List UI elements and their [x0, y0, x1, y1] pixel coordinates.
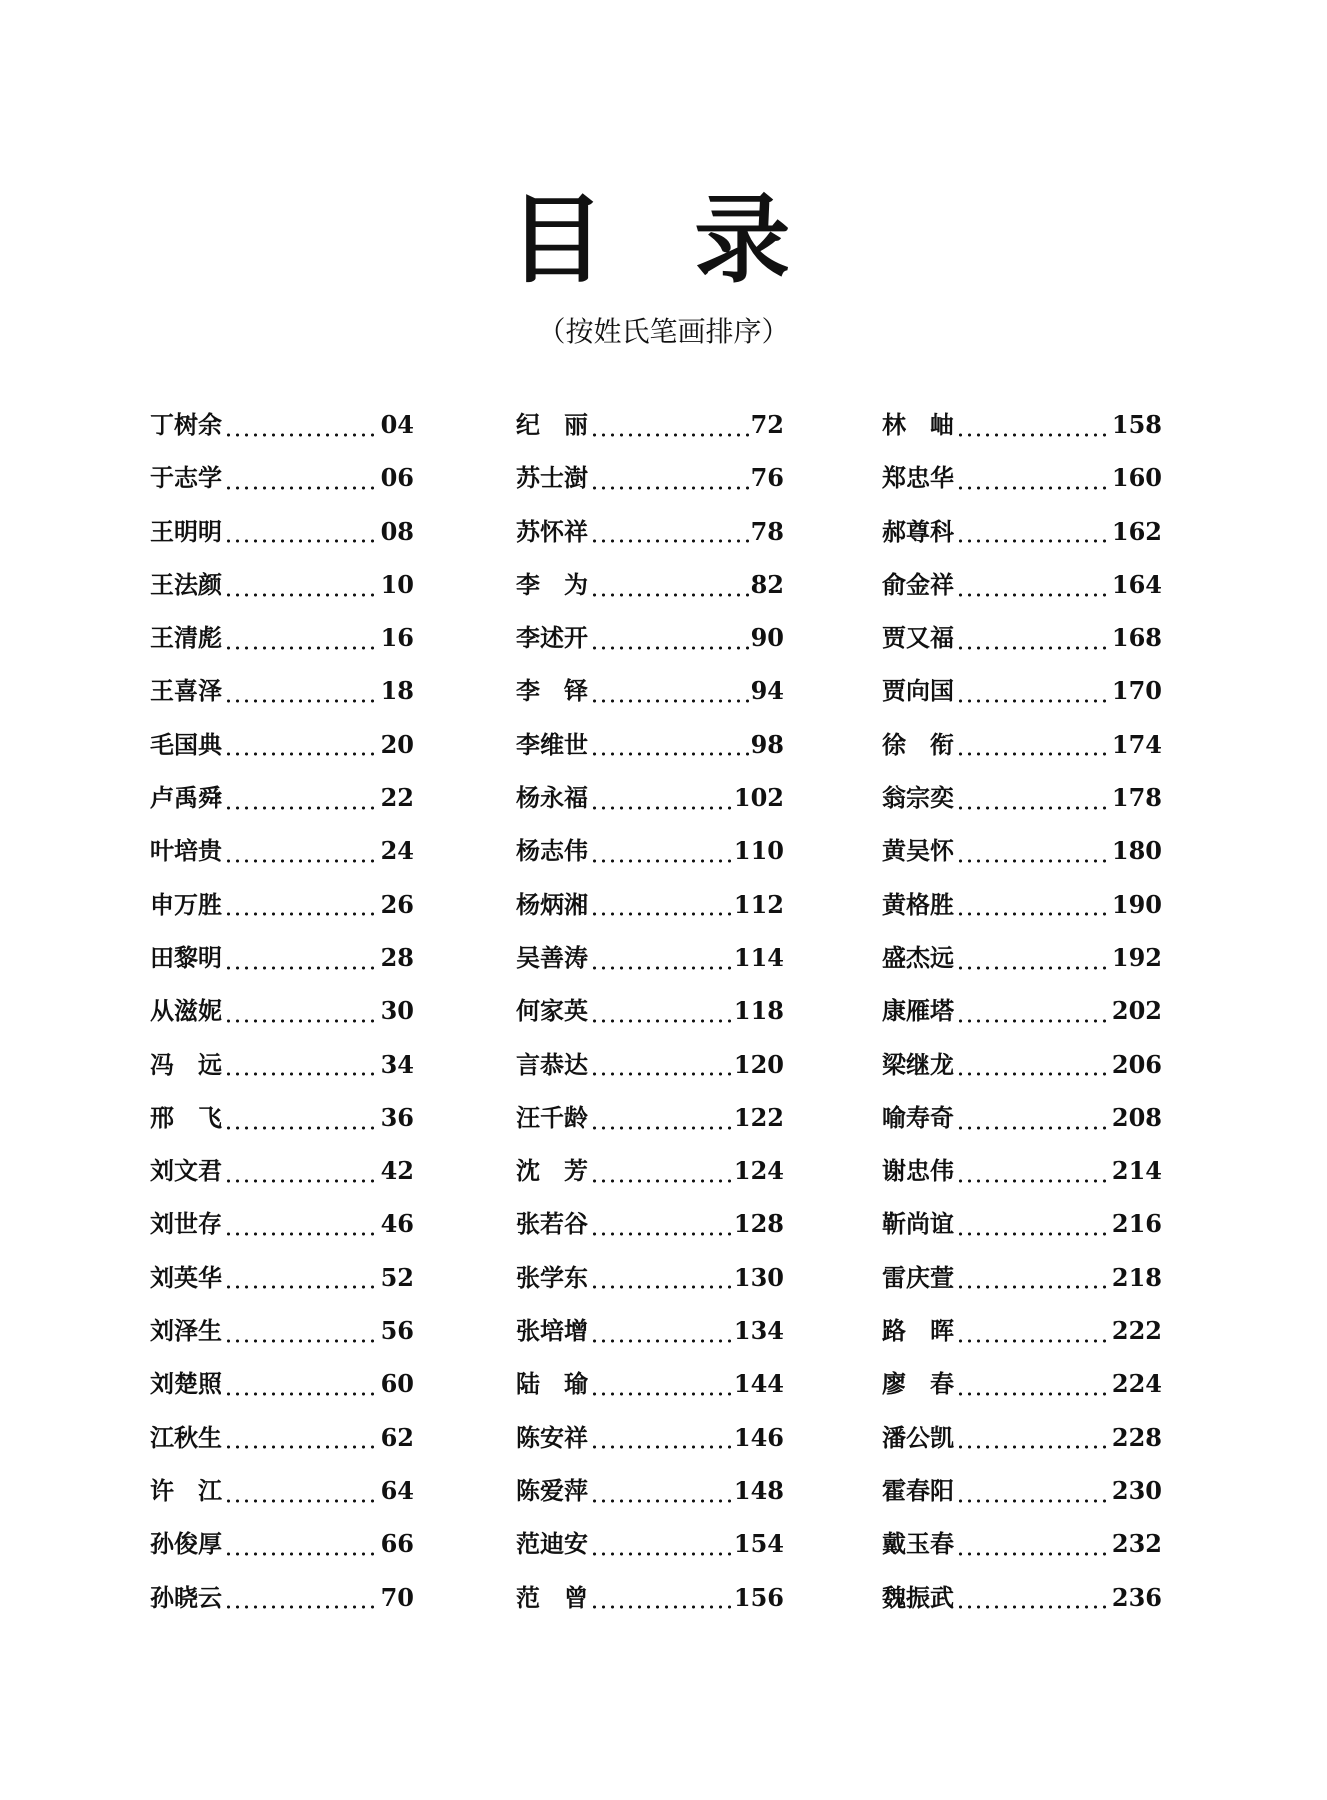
- entry-name: 梁继龙: [882, 1049, 954, 1079]
- entry-name: 郝尊科: [882, 516, 954, 546]
- entry-name: 冯 远: [150, 1049, 222, 1079]
- dot-leader: [590, 593, 749, 597]
- entry-name: 卢禹舜: [150, 783, 222, 813]
- entry-page-number: 24: [380, 836, 414, 866]
- entry-name: 路 晖: [882, 1316, 954, 1346]
- entry-page-number: 34: [380, 1049, 414, 1079]
- toc-entry: [882, 1045, 1162, 1098]
- dot-leader: [224, 1499, 379, 1503]
- entry-name: 沈 芳: [516, 1156, 588, 1186]
- entry-name: 林 岫: [882, 410, 954, 439]
- entry-page-number: 162: [1111, 516, 1162, 546]
- toc-entry: [150, 938, 414, 991]
- toc-entry: [150, 1311, 414, 1364]
- dot-leader: [224, 1552, 379, 1556]
- dot-leader: [956, 752, 1110, 756]
- dot-leader: [224, 646, 379, 650]
- entry-name: 王清彪: [150, 623, 222, 653]
- dot-leader: [590, 433, 749, 437]
- entry-name: 杨炳湘: [516, 889, 588, 919]
- toc-entry: [882, 512, 1162, 565]
- toc-entry: [882, 671, 1162, 724]
- dot-leader: [590, 1605, 732, 1609]
- entry-page-number: 102: [733, 783, 784, 813]
- entry-name: 邢 飞: [150, 1102, 222, 1132]
- dot-leader: [590, 539, 749, 543]
- toc-entry: [150, 1364, 414, 1417]
- toc-entry: [150, 1258, 414, 1311]
- entry-name: 申万胜: [150, 889, 222, 919]
- entry-name: 苏怀祥: [516, 516, 588, 546]
- toc-entry: [150, 1204, 414, 1257]
- entry-name: 李 铎: [516, 676, 588, 706]
- dot-leader: [224, 752, 379, 756]
- entry-page-number: 230: [1111, 1475, 1162, 1505]
- entry-page-number: 144: [733, 1369, 784, 1399]
- toc-entry: [516, 458, 784, 511]
- entry-name: 刘泽生: [150, 1316, 222, 1346]
- toc-entry: [882, 1204, 1162, 1257]
- dot-leader: [956, 1232, 1110, 1236]
- toc-entry: [516, 778, 784, 831]
- dot-leader: [224, 539, 379, 543]
- toc-entry: [882, 1524, 1162, 1577]
- entry-page-number: 08: [380, 516, 414, 546]
- toc-entry: [882, 1098, 1162, 1151]
- entry-page-number: 134: [733, 1316, 784, 1346]
- toc-entry: [150, 1578, 414, 1631]
- dot-leader: [956, 433, 1110, 437]
- dot-leader: [590, 486, 749, 490]
- entry-name: 杨永福: [516, 783, 588, 813]
- entry-page-number: 06: [380, 463, 414, 493]
- entry-page-number: 170: [1111, 676, 1162, 706]
- entry-name: 潘公凯: [882, 1422, 954, 1452]
- toc-entry: [150, 885, 414, 938]
- entry-name: 苏士澍: [516, 463, 588, 493]
- entry-page-number: 46: [380, 1209, 414, 1239]
- dot-leader: [224, 1392, 379, 1396]
- entry-page-number: 16: [380, 623, 414, 653]
- entry-name: 翁宗奕: [882, 783, 954, 813]
- entry-page-number: 26: [380, 889, 414, 919]
- toc-entry: [150, 1418, 414, 1471]
- entry-page-number: 110: [733, 836, 784, 866]
- dot-leader: [224, 1072, 379, 1076]
- dot-leader: [224, 1126, 379, 1130]
- entry-name: 刘世存: [150, 1209, 222, 1239]
- toc-entry: [516, 885, 784, 938]
- entry-name: 俞金祥: [882, 569, 954, 599]
- toc-entry: [516, 1258, 784, 1311]
- entry-name: 张学东: [516, 1262, 588, 1292]
- entry-page-number: 98: [750, 729, 784, 759]
- entry-name: 张培增: [516, 1316, 588, 1346]
- dot-leader: [956, 486, 1110, 490]
- toc-entry: [882, 1258, 1162, 1311]
- dot-leader: [224, 1232, 379, 1236]
- dot-leader: [590, 912, 732, 916]
- dot-leader: [224, 1285, 379, 1289]
- entry-page-number: 130: [733, 1262, 784, 1292]
- entry-name: 田黎明: [150, 942, 222, 972]
- entry-name: 喻寿奇: [882, 1102, 954, 1132]
- dot-leader: [956, 1072, 1110, 1076]
- entry-name: 谢忠伟: [882, 1156, 954, 1186]
- entry-page-number: 224: [1111, 1369, 1162, 1399]
- entry-page-number: 154: [733, 1529, 784, 1559]
- entry-page-number: 222: [1111, 1316, 1162, 1346]
- dot-leader: [956, 1445, 1110, 1449]
- toc-entry: [516, 618, 784, 671]
- entry-page-number: 22: [380, 783, 414, 813]
- entry-page-number: 214: [1111, 1156, 1162, 1186]
- entry-page-number: 228: [1111, 1422, 1162, 1452]
- toc-entry: [516, 1311, 784, 1364]
- toc-entry: [516, 565, 784, 618]
- entry-name: 刘楚照: [150, 1369, 222, 1399]
- entry-page-number: 156: [733, 1582, 784, 1612]
- dot-leader: [224, 1179, 379, 1183]
- entry-page-number: 52: [380, 1262, 414, 1292]
- toc-entry: [516, 991, 784, 1044]
- toc-entry: [150, 1045, 414, 1098]
- entry-page-number: 192: [1111, 942, 1162, 972]
- toc-entry: [516, 938, 784, 991]
- dot-leader: [224, 433, 379, 437]
- toc-column-3: [882, 405, 1162, 1631]
- entry-name: 陈爱萍: [516, 1475, 588, 1505]
- entry-name: 刘文君: [150, 1156, 222, 1186]
- dot-leader: [590, 1126, 732, 1130]
- dot-leader: [590, 806, 732, 810]
- toc-entry: [882, 405, 1162, 458]
- toc-entry: [150, 991, 414, 1044]
- entry-name: 吴善涛: [516, 942, 588, 972]
- entry-page-number: 178: [1111, 783, 1162, 813]
- toc-entry: [516, 1471, 784, 1524]
- entry-page-number: 168: [1111, 623, 1162, 653]
- toc-entry: [882, 1311, 1162, 1364]
- toc-entry: [516, 1578, 784, 1631]
- toc-entry: [516, 512, 784, 565]
- dot-leader: [956, 1499, 1110, 1503]
- entry-name: 贾向国: [882, 676, 954, 706]
- entry-page-number: 64: [380, 1475, 414, 1505]
- entry-name: 于志学: [150, 463, 222, 493]
- dot-leader: [590, 1072, 732, 1076]
- toc-entry: [882, 565, 1162, 618]
- entry-page-number: 20: [380, 729, 414, 759]
- entry-page-number: 60: [380, 1369, 414, 1399]
- toc-entry: [516, 1045, 784, 1098]
- entry-page-number: 158: [1111, 410, 1162, 439]
- entry-name: 汪千龄: [516, 1102, 588, 1132]
- entry-page-number: 148: [733, 1475, 784, 1505]
- toc-entry: [516, 831, 784, 884]
- dot-leader: [956, 539, 1110, 543]
- toc-entry: [882, 885, 1162, 938]
- entry-page-number: 174: [1111, 729, 1162, 759]
- toc-entry: [882, 1578, 1162, 1631]
- entry-name: 李 为: [516, 569, 588, 599]
- toc-entry: [516, 405, 784, 458]
- entry-name: 孙俊厚: [150, 1529, 222, 1559]
- subtitle: （按姓氏笔画排序）: [537, 315, 790, 348]
- dot-leader: [590, 1339, 732, 1343]
- toc-entry: [882, 1418, 1162, 1471]
- toc-entry: [516, 1098, 784, 1151]
- entry-name: 言恭达: [516, 1049, 588, 1079]
- dot-leader: [956, 1552, 1110, 1556]
- toc-entry: [882, 938, 1162, 991]
- entry-page-number: 146: [733, 1422, 784, 1452]
- entry-name: 范迪安: [516, 1529, 588, 1559]
- dot-leader: [590, 752, 749, 756]
- toc-column-2: [516, 405, 784, 1631]
- dot-leader: [590, 1285, 732, 1289]
- dot-leader: [224, 1605, 379, 1609]
- dot-leader: [590, 1552, 732, 1556]
- toc-entry: [516, 1524, 784, 1577]
- entry-name: 毛国典: [150, 729, 222, 759]
- entry-name: 刘英华: [150, 1262, 222, 1292]
- entry-name: 康雁塔: [882, 996, 954, 1026]
- toc-entry: [882, 831, 1162, 884]
- dot-leader: [224, 912, 379, 916]
- entry-name: 魏振武: [882, 1582, 954, 1612]
- dot-leader: [956, 1019, 1110, 1023]
- entry-name: 徐 衔: [882, 729, 954, 759]
- entry-page-number: 42: [380, 1156, 414, 1186]
- entry-page-number: 232: [1111, 1529, 1162, 1559]
- dot-leader: [224, 486, 379, 490]
- entry-page-number: 190: [1111, 889, 1162, 919]
- entry-name: 雷庆萱: [882, 1262, 954, 1292]
- entry-name: 许 江: [150, 1475, 222, 1505]
- entry-name: 纪 丽: [516, 410, 588, 439]
- entry-page-number: 36: [380, 1102, 414, 1132]
- dot-leader: [590, 1019, 732, 1023]
- dot-leader: [224, 1339, 379, 1343]
- toc-entry: [150, 1098, 414, 1151]
- dot-leader: [956, 1605, 1110, 1609]
- toc-entry: [882, 1471, 1162, 1524]
- entry-name: 王明明: [150, 516, 222, 546]
- entry-page-number: 82: [750, 569, 784, 599]
- entry-name: 张若谷: [516, 1209, 588, 1239]
- entry-page-number: 218: [1111, 1262, 1162, 1292]
- dot-leader: [956, 1339, 1110, 1343]
- dot-leader: [590, 1499, 732, 1503]
- toc-entry: [882, 458, 1162, 511]
- entry-page-number: 216: [1111, 1209, 1162, 1239]
- entry-page-number: 202: [1111, 996, 1162, 1026]
- dot-leader: [590, 1179, 732, 1183]
- entry-name: 从滋妮: [150, 996, 222, 1026]
- entry-name: 王喜泽: [150, 676, 222, 706]
- entry-name: 陆 瑜: [516, 1369, 588, 1399]
- toc-entry: [516, 1204, 784, 1257]
- entry-page-number: 90: [750, 623, 784, 653]
- toc-entry: [516, 1418, 784, 1471]
- toc-entry: [150, 458, 414, 511]
- toc-entry: [150, 1151, 414, 1204]
- toc-entry: [516, 725, 784, 778]
- dot-leader: [224, 699, 379, 703]
- toc-entry: [150, 671, 414, 724]
- toc-column-1: [150, 405, 414, 1631]
- entry-name: 叶培贵: [150, 836, 222, 866]
- toc-entry: [150, 1524, 414, 1577]
- dot-leader: [590, 646, 749, 650]
- dot-leader: [956, 966, 1110, 970]
- dot-leader: [590, 699, 749, 703]
- dot-leader: [956, 1126, 1110, 1130]
- toc-entry: [882, 618, 1162, 671]
- entry-page-number: 120: [733, 1049, 784, 1079]
- entry-name: 何家英: [516, 996, 588, 1026]
- dot-leader: [224, 1445, 379, 1449]
- dot-leader: [590, 966, 732, 970]
- entry-name: 李维世: [516, 729, 588, 759]
- entry-page-number: 164: [1111, 569, 1162, 599]
- entry-name: 丁树余: [150, 410, 222, 439]
- entry-page-number: 124: [733, 1156, 784, 1186]
- entry-name: 靳尚谊: [882, 1209, 954, 1239]
- entry-page-number: 208: [1111, 1102, 1162, 1132]
- dot-leader: [590, 859, 732, 863]
- entry-name: 王法颜: [150, 569, 222, 599]
- entry-page-number: 70: [380, 1582, 414, 1612]
- toc-entry: [150, 1471, 414, 1524]
- toc-entry: [150, 778, 414, 831]
- dot-leader: [956, 859, 1110, 863]
- entry-name: 戴玉春: [882, 1529, 954, 1559]
- entry-page-number: 128: [733, 1209, 784, 1239]
- entry-page-number: 160: [1111, 463, 1162, 493]
- dot-leader: [224, 593, 379, 597]
- entry-name: 江秋生: [150, 1422, 222, 1452]
- entry-page-number: 72: [750, 410, 784, 439]
- toc-entry: [150, 831, 414, 884]
- entry-name: 郑忠华: [882, 463, 954, 493]
- dot-leader: [956, 1392, 1110, 1396]
- entry-name: 陈安祥: [516, 1422, 588, 1452]
- entry-name: 廖 春: [882, 1369, 954, 1399]
- entry-name: 杨志伟: [516, 836, 588, 866]
- dot-leader: [956, 806, 1110, 810]
- dot-leader: [956, 1285, 1110, 1289]
- entry-page-number: 118: [733, 996, 784, 1026]
- entry-page-number: 114: [733, 942, 784, 972]
- entry-page-number: 56: [380, 1316, 414, 1346]
- entry-page-number: 30: [380, 996, 414, 1026]
- dot-leader: [590, 1445, 732, 1449]
- entry-page-number: 66: [380, 1529, 414, 1559]
- entry-page-number: 94: [750, 676, 784, 706]
- dot-leader: [224, 806, 379, 810]
- dot-leader: [224, 966, 379, 970]
- toc-entry: [882, 778, 1162, 831]
- entry-page-number: 78: [750, 516, 784, 546]
- toc-entry: [882, 1364, 1162, 1417]
- entry-name: 盛杰远: [882, 942, 954, 972]
- toc-entry: [882, 725, 1162, 778]
- entry-page-number: 236: [1111, 1582, 1162, 1612]
- entry-page-number: 10: [380, 569, 414, 599]
- toc-entry: [516, 1151, 784, 1204]
- entry-name: 黄格胜: [882, 889, 954, 919]
- entry-name: 李述开: [516, 623, 588, 653]
- entry-page-number: 62: [380, 1422, 414, 1452]
- entry-name: 黄吴怀: [882, 836, 954, 866]
- entry-page-number: 18: [380, 676, 414, 706]
- entry-name: 贾又福: [882, 623, 954, 653]
- dot-leader: [956, 699, 1110, 703]
- dot-leader: [956, 593, 1110, 597]
- toc-entry: [150, 565, 414, 618]
- dot-leader: [224, 859, 379, 863]
- dot-leader: [590, 1232, 732, 1236]
- entry-page-number: 04: [380, 410, 414, 439]
- dot-leader: [224, 1019, 379, 1023]
- entry-page-number: 112: [733, 889, 784, 919]
- entry-page-number: 206: [1111, 1049, 1162, 1079]
- toc-entry: [516, 671, 784, 724]
- toc-entry: [882, 991, 1162, 1044]
- entry-name: 孙晓云: [150, 1582, 222, 1612]
- dot-leader: [956, 1179, 1110, 1183]
- dot-leader: [956, 912, 1110, 916]
- toc-entry: [150, 405, 414, 458]
- entry-name: 范 曾: [516, 1582, 588, 1612]
- toc-entry: [150, 618, 414, 671]
- toc-entry: [150, 725, 414, 778]
- toc-entry: [516, 1364, 784, 1417]
- dot-leader: [956, 646, 1110, 650]
- entry-page-number: 122: [733, 1102, 784, 1132]
- toc-entry: [150, 512, 414, 565]
- entry-page-number: 28: [380, 942, 414, 972]
- toc-entry: [882, 1151, 1162, 1204]
- entry-name: 霍春阳: [882, 1475, 954, 1505]
- page-title: 目 录: [508, 184, 819, 296]
- entry-page-number: 76: [750, 463, 784, 493]
- dot-leader: [590, 1392, 732, 1396]
- entry-page-number: 180: [1111, 836, 1162, 866]
